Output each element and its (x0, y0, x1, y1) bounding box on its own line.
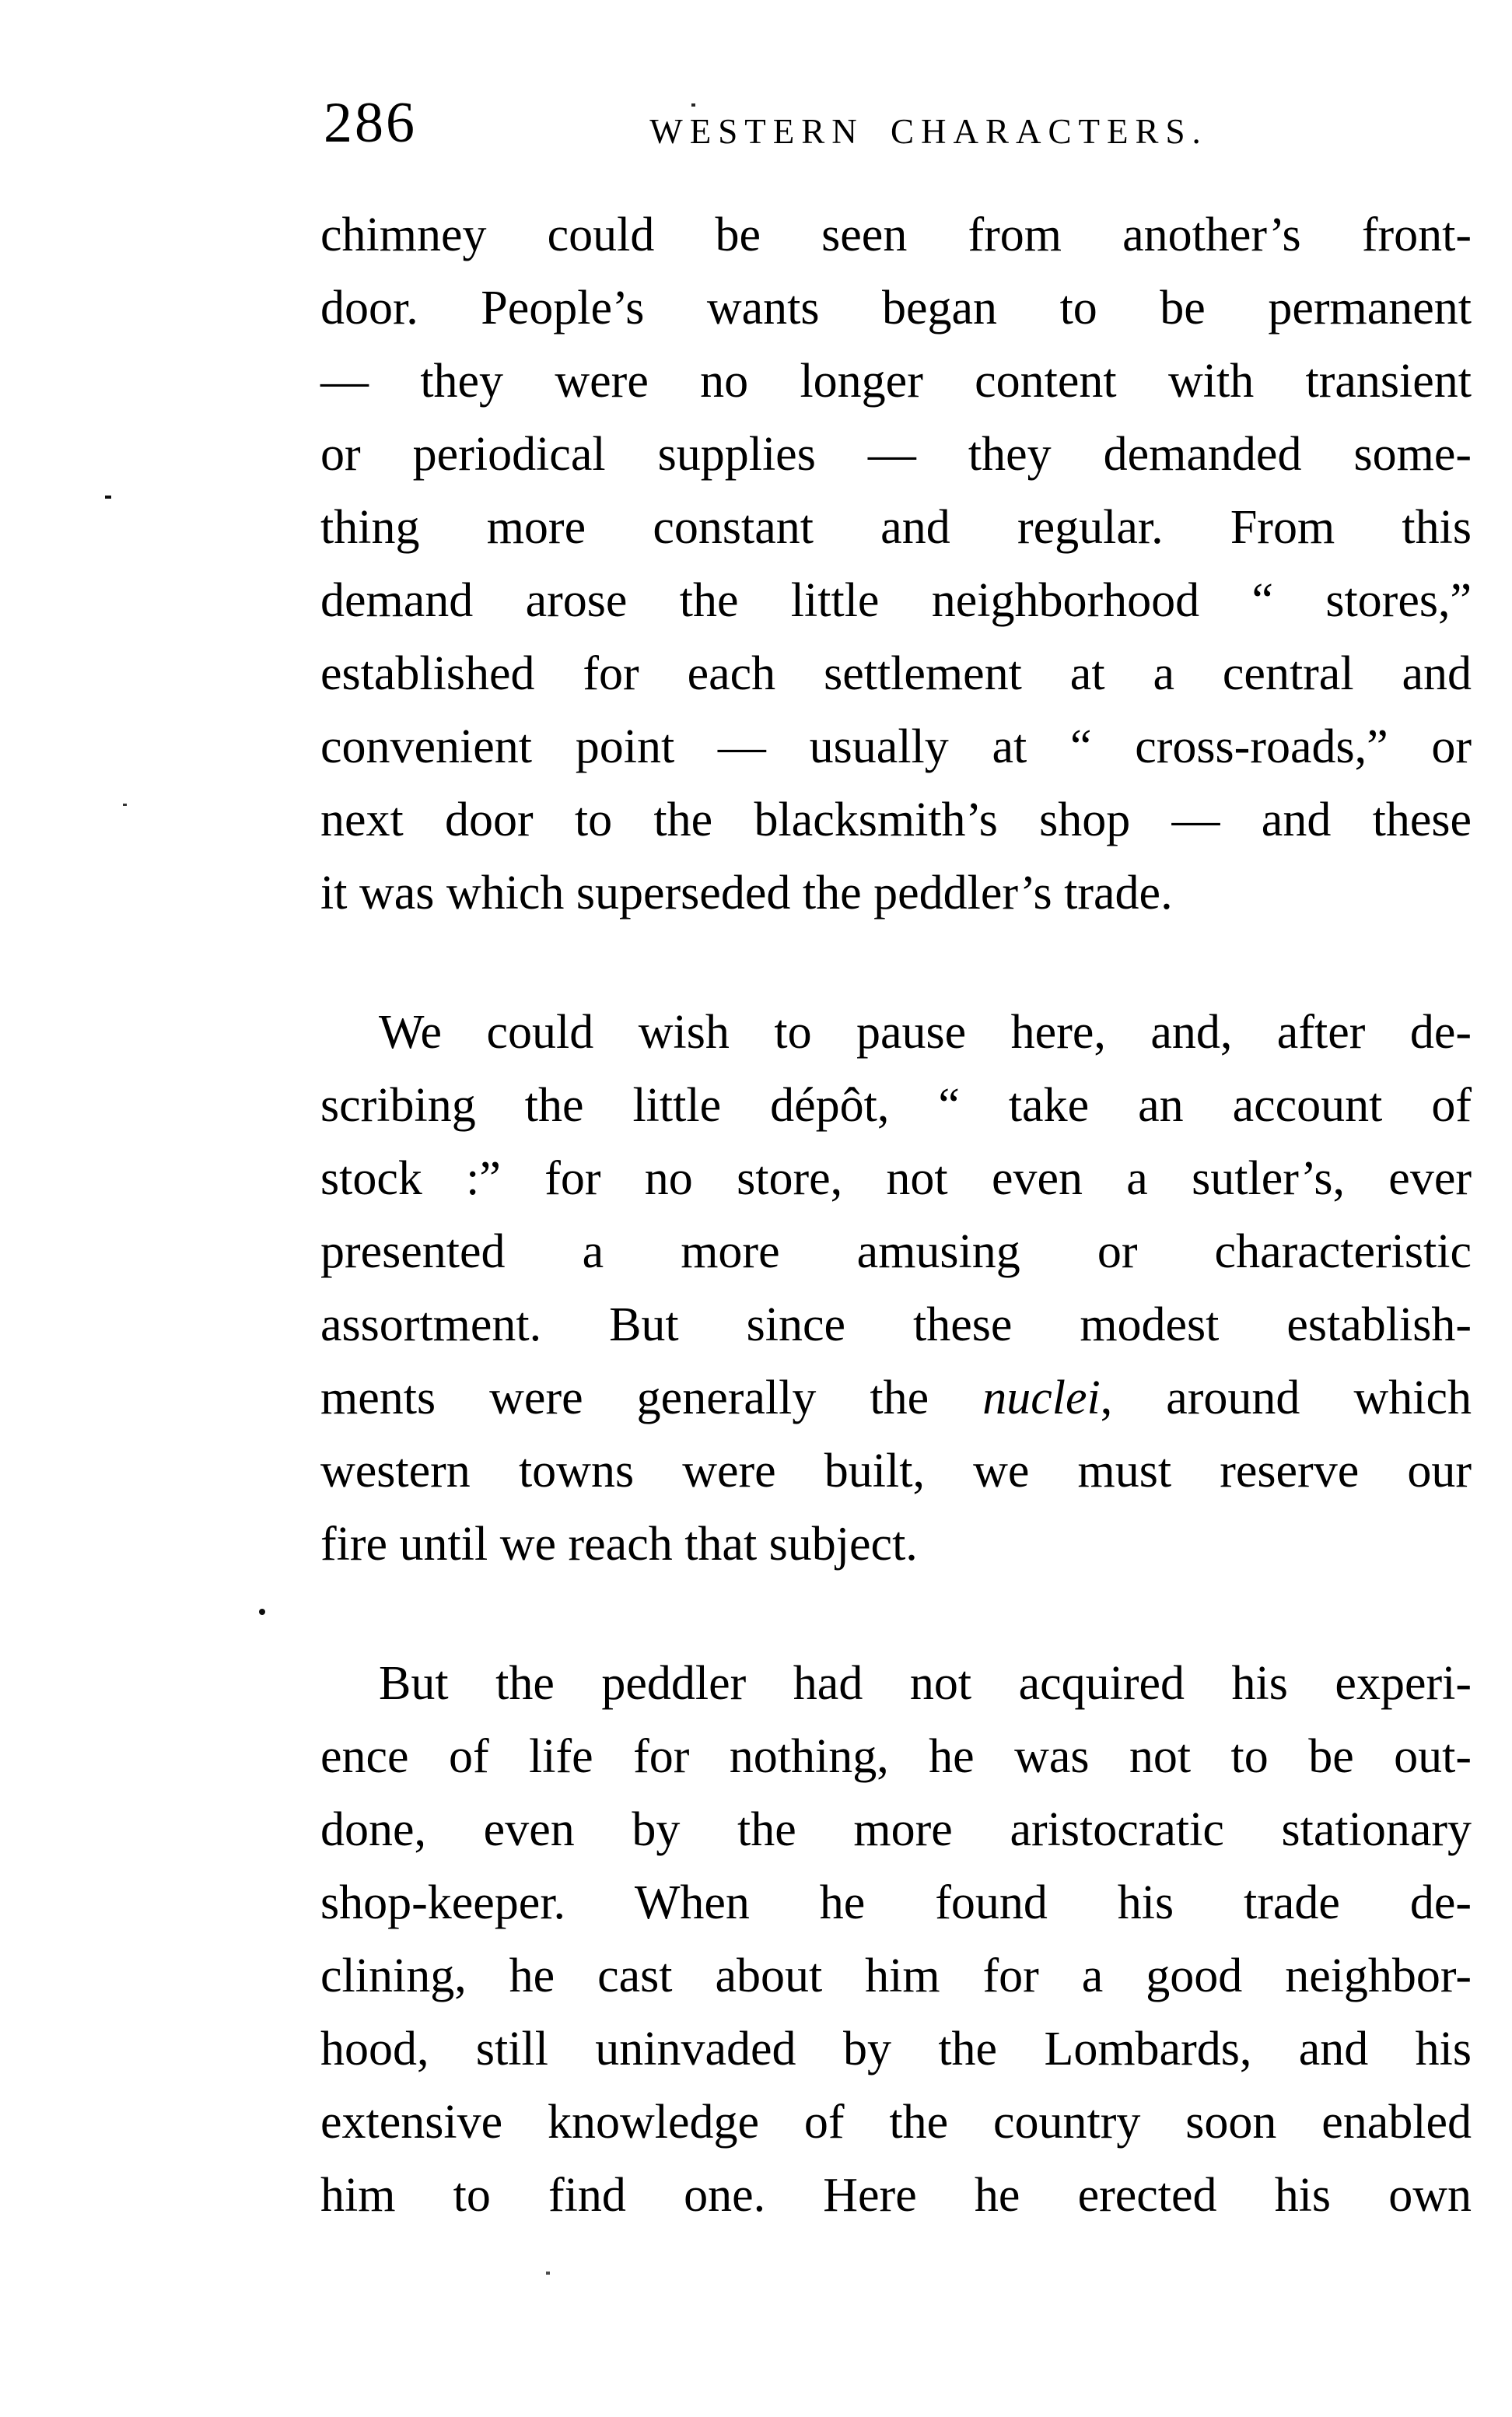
text-line (320, 271, 1472, 345)
scan-speck (546, 2272, 550, 2275)
paragraph (320, 1647, 1472, 2232)
text-line (320, 1793, 1472, 1866)
text-line (320, 996, 1472, 1069)
text-line (320, 1647, 1472, 1720)
text-segment: ence of life for nothing, he was not to be out- (320, 1730, 1472, 1783)
text-line (320, 564, 1472, 637)
text-line (320, 2159, 1472, 2232)
scan-speck (259, 1609, 265, 1615)
text-line (320, 1939, 1472, 2012)
text-segment: it was which superseded the peddler’s trade. (320, 867, 1173, 920)
text-segment: or periodical supplies — they demanded some- (320, 428, 1472, 481)
text-segment: ments were generally the (320, 1371, 983, 1424)
page-number: 286 (324, 91, 417, 155)
text-line (320, 783, 1472, 856)
text-segment: him to find one. Here he erected his own (320, 2169, 1472, 2222)
text-line (320, 1508, 1472, 1581)
text-line (320, 1142, 1472, 1215)
page-body (320, 198, 1472, 2232)
scan-speck (105, 496, 111, 499)
text-segment: clining, he cast about him for a good neighbor- (320, 1949, 1472, 2002)
text-line (320, 710, 1472, 783)
text-line (320, 1866, 1472, 1939)
italic-text: nuclei (982, 1371, 1101, 1424)
text-segment: We could wish to pause here, and, after de- (379, 1006, 1472, 1059)
text-segment: chimney could be seen from another’s front- (320, 208, 1472, 261)
text-segment: western towns were built, we must reserve our (320, 1445, 1472, 1497)
text-segment: But the peddler had not acquired his experi- (379, 1657, 1472, 1710)
text-line (320, 637, 1472, 710)
text-segment: next door to the blacksmith’s shop — and these (320, 793, 1472, 846)
text-segment: , around which (1100, 1371, 1472, 1424)
text-segment: presented a more amusing or characteristic (320, 1225, 1472, 1278)
text-segment: scribing the little dépôt, “ take an account of (320, 1079, 1472, 1132)
text-segment: fire until we reach that subject. (320, 1518, 918, 1571)
text-line (320, 418, 1472, 491)
text-segment: door. People’s wants began to be permanent (320, 282, 1472, 335)
text-segment: done, even by the more aristocratic stationary (320, 1803, 1472, 1856)
text-segment: demand arose the little neighborhood “ stores,” (320, 574, 1472, 627)
text-line (320, 491, 1472, 564)
text-line (320, 345, 1472, 418)
text-line (320, 1288, 1472, 1361)
text-segment: shop-keeper. When he found his trade de- (320, 1876, 1472, 1929)
text-segment: stock :” for no store, not even a sutler’s, ever (320, 1152, 1472, 1205)
text-segment: assortment. But since these modest establish- (320, 1298, 1472, 1351)
scan-speck (123, 804, 127, 806)
text-line (320, 1434, 1472, 1508)
running-header: WESTERN CHARACTERS. (649, 112, 1208, 151)
page-header (320, 0, 1472, 171)
text-line (320, 2086, 1472, 2159)
text-segment: thing more constant and regular. From this (320, 501, 1472, 554)
text-line (320, 1215, 1472, 1288)
paragraph (320, 198, 1472, 930)
text-segment: established for each settlement at a central and (320, 647, 1472, 700)
text-line (320, 1720, 1472, 1793)
text-segment: — they were no longer content with transient (320, 355, 1472, 408)
text-line (320, 856, 1472, 930)
text-line (320, 1069, 1472, 1142)
text-segment: hood, still uninvaded by the Lombards, and his (320, 2023, 1472, 2075)
text-segment: convenient point — usually at “ cross-roads,” or (320, 720, 1472, 773)
text-line (320, 1361, 1472, 1434)
text-line (320, 198, 1472, 271)
paragraph (320, 996, 1472, 1581)
text-line (320, 2012, 1472, 2086)
text-segment: extensive knowledge of the country soon enabled (320, 2096, 1472, 2149)
